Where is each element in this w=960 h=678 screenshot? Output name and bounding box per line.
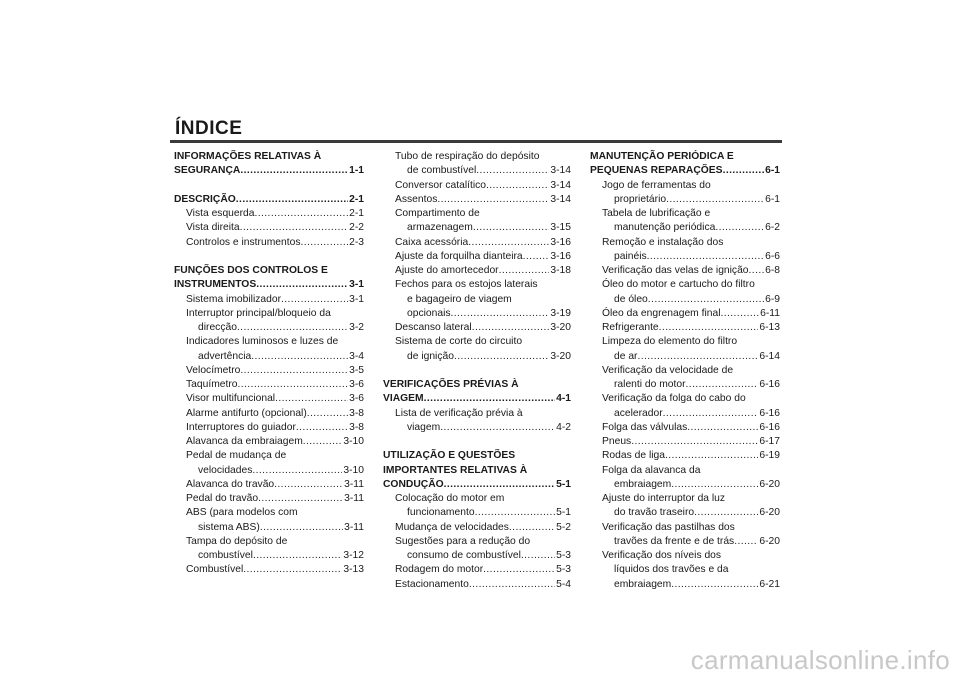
toc-entry[interactable] (590, 350, 780, 364)
toc-entry-title: acelerador (614, 407, 663, 419)
toc-leader-dots (721, 307, 760, 321)
toc-entry[interactable] (383, 264, 571, 278)
toc-entry-line: Lista de verificação prévia à (395, 407, 523, 419)
toc-leader-dots (240, 164, 348, 178)
toc-entry[interactable] (383, 193, 571, 207)
toc-page-number: 3-10 (343, 464, 364, 476)
toc-leader-dots (424, 392, 555, 406)
toc-page-number: 6-17 (759, 436, 780, 447)
toc-leader-dots (307, 407, 348, 421)
toc-leader-dots (296, 421, 348, 435)
toc-leader-dots (454, 350, 549, 364)
toc-section-entry[interactable] (383, 478, 571, 492)
toc-leader-dots (444, 478, 555, 492)
toc-spacer (383, 364, 571, 378)
toc-leader-dots (671, 478, 758, 492)
toc-page-number: 3-16 (550, 250, 571, 262)
toc-leader-dots (451, 307, 550, 321)
toc-entry-line: Verificação da velocidade de (602, 364, 734, 376)
toc-entry-title: CONDUÇÃO (383, 478, 444, 490)
toc-leader-dots (252, 464, 342, 478)
toc-page-number: 6-19 (759, 450, 780, 462)
toc-leader-dots (521, 549, 555, 563)
toc-section-heading: FUNÇÕES DOS CONTROLOS E (174, 265, 328, 276)
toc-page-number: 3-11 (344, 478, 364, 490)
toc-leader-dots (469, 578, 555, 592)
toc-leader-dots (715, 221, 764, 235)
toc-entry[interactable] (174, 478, 364, 492)
toc-page-number: 3-5 (349, 364, 364, 376)
toc-entry[interactable] (174, 492, 364, 506)
toc-page-number: 6-13 (759, 322, 780, 333)
toc-page-number: 3-19 (550, 307, 571, 319)
toc-entry[interactable] (590, 221, 780, 235)
toc-column-2 (383, 150, 571, 592)
toc-entry-title: do travão traseiro (614, 507, 695, 519)
toc-entry-title: de ar (614, 350, 638, 362)
toc-entry-title: PEQUENAS REPARAÇÕES (590, 165, 723, 177)
toc-entry-line: Folga da alavanca da (602, 464, 701, 476)
toc-entry-line: Tampa do depósito de (186, 535, 288, 547)
toc-entry[interactable] (383, 521, 571, 535)
toc-entry-title: viagem (407, 421, 441, 433)
toc-leader-dots (648, 293, 764, 307)
toc-leader-dots (483, 563, 555, 577)
toc-page-number: 5-4 (556, 578, 571, 590)
toc-entry-title: proprietário (614, 193, 667, 205)
toc-entry-title: painéis (614, 250, 647, 262)
toc-entry-line: Interruptor principal/bloqueio da (186, 307, 331, 319)
toc-section-entry[interactable] (174, 278, 364, 292)
toc-page-number: 3-18 (550, 265, 571, 276)
toc-page-number: 3-20 (550, 322, 571, 333)
toc-leader-dots (472, 321, 550, 335)
toc-leader-dots (251, 350, 348, 364)
toc-entry-title: Assentos (395, 193, 438, 205)
toc-entry[interactable] (590, 535, 780, 549)
toc-section-heading: MANUTENÇÃO PERIÓDICA E (590, 151, 734, 162)
toc-page-number: 3-14 (550, 165, 571, 177)
toc-entry[interactable] (383, 250, 571, 264)
toc-page-number: 3-6 (349, 393, 364, 405)
toc-entry-title: Mudança de velocidades (395, 521, 509, 533)
toc-leader-dots (238, 378, 349, 392)
toc-entry-title: velocidades (198, 464, 253, 476)
toc-entry[interactable] (383, 179, 571, 193)
toc-entry[interactable] (590, 264, 780, 278)
toc-page-number: 5-1 (556, 478, 571, 490)
toc-entry-title: DESCRIÇÃO (174, 193, 236, 205)
toc-entry-title: INSTRUMENTOS (174, 279, 257, 291)
toc-page-number: 6-21 (759, 578, 780, 590)
toc-entry-title: Visor multifuncional (186, 393, 276, 405)
toc-entry-title: sistema ABS) (198, 521, 260, 533)
toc-entry-title: Combustível (186, 564, 244, 576)
toc-section-entry[interactable] (590, 164, 780, 178)
toc-entry[interactable] (590, 293, 780, 307)
toc-leader-dots (671, 578, 758, 592)
toc-entry[interactable] (174, 378, 364, 392)
toc-entry[interactable] (383, 321, 571, 335)
toc-entry-title: funcionamento (407, 507, 475, 519)
toc-entry-title: Velocímetro (186, 364, 241, 376)
toc-page-number: 3-1 (349, 279, 364, 291)
toc-page-number: 6-2 (765, 222, 780, 234)
toc-entry[interactable] (590, 506, 780, 520)
toc-page-number: 3-10 (343, 436, 364, 447)
toc-entry-title: de combustível (407, 165, 477, 177)
toc-entry[interactable] (590, 407, 780, 421)
toc-entry-title: Conversor catalítico (395, 179, 486, 191)
toc-entry-title: Sistema imobilizador (186, 293, 281, 305)
toc-page-number: 5-3 (556, 564, 571, 576)
toc-entry-line: Verificação dos níveis dos (602, 550, 722, 561)
toc-entry-title: opcionais (407, 307, 451, 319)
toc-spacer (174, 250, 364, 264)
toc-entry[interactable] (590, 193, 780, 207)
toc-entry[interactable] (383, 307, 571, 321)
toc-entry-title: Pedal do travão (186, 493, 259, 504)
toc-leader-dots (253, 549, 342, 563)
toc-entry-line: Sugestões para a redução do (395, 535, 531, 547)
toc-entry-title: Vista direita (186, 222, 240, 234)
toc-page-number: 6-16 (759, 407, 780, 419)
toc-entry-title: Vista esquerda (186, 208, 255, 219)
toc-entry-title: Rodagem do motor (395, 564, 484, 576)
toc-entry-line: Óleo do motor e cartucho do filtro (602, 279, 755, 291)
toc-entry-title: Pneus (602, 436, 632, 447)
toc-leader-dots (723, 164, 765, 178)
toc-entry-title: Refrigerante (602, 322, 659, 333)
toc-entry-title: Caixa acessória (395, 236, 469, 248)
toc-page-number: 3-11 (344, 493, 364, 504)
toc-leader-dots (240, 364, 348, 378)
toc-entry[interactable] (174, 392, 364, 406)
toc-section-entry[interactable] (174, 164, 364, 178)
toc-entry-title: embraiagem (614, 578, 672, 590)
toc-entry[interactable] (383, 506, 571, 520)
toc-entry[interactable] (174, 549, 364, 563)
toc-leader-dots (687, 421, 758, 435)
toc-leader-dots (734, 535, 758, 549)
toc-leader-dots (663, 407, 759, 421)
toc-entry-title: Alarme antifurto (opcional) (186, 407, 307, 419)
toc-entry-title: SEGURANÇA (174, 165, 241, 177)
toc-page-number: 2-2 (349, 222, 364, 234)
toc-leader-dots (475, 506, 556, 520)
toc-page-number: 2-1 (349, 208, 364, 219)
toc-page-number: 3-1 (349, 293, 364, 305)
toc-leader-dots (236, 193, 348, 207)
toc-page-number: 6-14 (759, 350, 780, 362)
toc-leader-dots (468, 236, 549, 250)
toc-entry[interactable] (174, 221, 364, 235)
toc-page-number: 4-2 (556, 421, 571, 433)
toc-entry[interactable] (590, 250, 780, 264)
toc-entry-title: Rodas de liga (602, 450, 665, 462)
toc-entry-title: VIAGEM (383, 393, 424, 405)
toc-leader-dots (260, 521, 343, 535)
toc-entry[interactable] (174, 407, 364, 421)
toc-page-number: 3-6 (349, 379, 364, 390)
toc-entry[interactable] (590, 578, 780, 592)
toc-entry-title: Alavanca da embraiagem (186, 436, 303, 447)
page-title: ÍNDICE (175, 118, 243, 139)
toc-spacer (383, 435, 571, 449)
toc-leader-dots (647, 250, 764, 264)
toc-entry[interactable] (590, 378, 780, 392)
toc-page-number: 6-8 (765, 265, 780, 276)
toc-entry[interactable] (590, 478, 780, 492)
toc-page-number: 6-11 (760, 307, 780, 319)
toc-entry[interactable] (383, 221, 571, 235)
toc-entry[interactable] (174, 421, 364, 435)
toc-entry-line: Colocação do motor em (395, 493, 505, 504)
toc-leader-dots (749, 264, 765, 278)
toc-entry-line: e bagageiro de viagem (407, 293, 512, 305)
toc-entry[interactable] (383, 563, 571, 577)
toc-page-number: 3-15 (550, 222, 571, 234)
toc-entry-title: Óleo da engrenagem final (602, 307, 721, 319)
toc-entry-title: manutenção periódica (614, 222, 716, 234)
toc-entry[interactable] (174, 563, 364, 577)
toc-page-number: 6-16 (759, 421, 780, 433)
toc-page-number: 6-1 (765, 193, 780, 205)
toc-page-number: 3-2 (349, 322, 364, 333)
toc-page-number: 6-9 (765, 293, 780, 305)
toc-entry-line: Verificação das pastilhas dos (602, 521, 735, 533)
toc-entry-line: líquidos dos travões e da (614, 564, 729, 576)
toc-leader-dots (258, 492, 343, 506)
toc-page-number: 5-1 (556, 507, 571, 519)
toc-spacer (174, 179, 364, 193)
toc-entry[interactable] (590, 321, 780, 335)
toc-entry-title: Descanso lateral (395, 322, 472, 333)
toc-page-number: 5-3 (556, 550, 571, 561)
toc-entry-title: Alavanca do travão (186, 478, 275, 490)
toc-column-1 (174, 150, 364, 578)
toc-entry-title: Controlos e instrumentos (186, 236, 301, 248)
toc-section-entry[interactable] (174, 193, 364, 207)
toc-entry[interactable] (590, 421, 780, 435)
toc-entry-title: Estacionamento (395, 578, 469, 590)
toc-page-number: 3-12 (343, 550, 364, 561)
toc-leader-dots (437, 193, 549, 207)
watermark: carmanualsonline.info (690, 645, 950, 675)
toc-entry-title: Verificação das velas de ignição (602, 265, 749, 276)
toc-entry[interactable] (174, 521, 364, 535)
toc-entry-line: Indicadores luminosos e luzes de (186, 336, 339, 348)
toc-entry-line: Ajuste do interruptor da luz (602, 493, 726, 504)
toc-page-number: 2-1 (349, 193, 364, 205)
toc-leader-dots (631, 435, 758, 449)
toc-section-heading: IMPORTANTES RELATIVAS À (383, 464, 528, 476)
toc-page-number: 3-8 (349, 407, 364, 419)
toc-leader-dots (499, 264, 550, 278)
toc-entry-line: Jogo de ferramentas do (602, 179, 711, 191)
toc-entry[interactable] (174, 464, 364, 478)
toc-entry-line: Pedal de mudança de (186, 450, 287, 462)
toc-leader-dots (275, 392, 348, 406)
toc-entry-line: Sistema de corte do circuito (395, 336, 523, 348)
toc-page-number: 6-20 (759, 478, 780, 490)
toc-entry[interactable] (383, 578, 571, 592)
toc-entry-title: consumo de combustível (407, 550, 521, 561)
toc-entry-line: Tubo de respiração do depósito (395, 151, 540, 162)
toc-page-number: 6-20 (759, 507, 780, 519)
toc-page-number: 6-16 (759, 379, 780, 390)
toc-page-number: 1-1 (349, 165, 364, 177)
toc-page-number: 3-13 (343, 564, 364, 576)
toc-entry[interactable] (590, 435, 780, 449)
toc-column-3 (590, 150, 780, 592)
toc-entry[interactable] (383, 549, 571, 563)
toc-entry-title: Ajuste da forquilha dianteira (395, 250, 523, 262)
toc-entry[interactable] (590, 449, 780, 463)
toc-entry[interactable] (590, 307, 780, 321)
toc-entry-line: Fechos para os estojos laterais (395, 279, 538, 291)
toc-page-number: 3-16 (550, 236, 571, 248)
toc-entry-title: armazenagem (407, 222, 473, 234)
toc-page-number: 6-1 (765, 165, 780, 177)
toc-entry[interactable] (383, 421, 571, 435)
toc-entry-title: combustível (198, 550, 253, 561)
toc-leader-dots (509, 521, 555, 535)
toc-page-number: 2-3 (349, 236, 364, 248)
toc-leader-dots (659, 321, 759, 335)
toc-entry[interactable] (174, 236, 364, 250)
toc-page-number: 3-11 (344, 521, 364, 533)
toc-page-number: 3-14 (550, 193, 571, 205)
toc-leader-dots (281, 293, 348, 307)
toc-entry-title: ralenti do motor (614, 379, 686, 390)
toc-entry-line: Verificação da folga do cabo do (602, 393, 746, 405)
toc-leader-dots (243, 563, 342, 577)
toc-entry[interactable] (174, 321, 364, 335)
toc-entry[interactable] (174, 207, 364, 221)
toc-entry-title: de óleo (614, 293, 648, 305)
toc-entry[interactable] (383, 164, 571, 178)
toc-entry-line: Limpeza do elemento do filtro (602, 336, 738, 348)
toc-leader-dots (240, 221, 348, 235)
toc-entry-line: Tabela de lubrificação e (602, 208, 711, 219)
toc-entry-title: Ajuste do amortecedor (395, 265, 499, 276)
toc-leader-dots (666, 193, 764, 207)
toc-entry-title: embraiagem (614, 478, 672, 490)
toc-page-number: 3-4 (349, 350, 364, 362)
toc-entry-title: travões da frente e de trás (614, 535, 735, 547)
toc-section-heading: INFORMAÇÕES RELATIVAS À (174, 151, 322, 162)
toc-leader-dots (303, 435, 343, 449)
toc-page-number: 3-14 (550, 179, 571, 191)
toc-leader-dots (637, 350, 758, 364)
toc-entry[interactable] (174, 364, 364, 378)
toc-leader-dots (665, 449, 758, 463)
toc-section-heading: VERIFICAÇÕES PRÉVIAS À (383, 379, 519, 390)
toc-entry[interactable] (174, 435, 364, 449)
toc-leader-dots (486, 179, 549, 193)
toc-section-heading: UTILIZAÇÃO E QUESTÕES (383, 450, 516, 462)
toc-entry-line: Compartimento de (395, 208, 480, 219)
toc-entry-title: Folga das válvulas (602, 421, 688, 433)
toc-entry-line: ABS (para modelos com (186, 507, 298, 519)
toc-leader-dots (255, 207, 349, 221)
toc-page-number: 6-6 (765, 250, 780, 262)
toc-entry-title: direcção (198, 322, 237, 333)
toc-leader-dots (300, 236, 348, 250)
toc-section-entry[interactable] (383, 392, 571, 406)
toc-page-number: 5-2 (556, 521, 571, 533)
toc-leader-dots (694, 506, 758, 520)
toc-leader-dots (473, 221, 550, 235)
toc-entry[interactable] (383, 350, 571, 364)
toc-page-number: 3-20 (550, 350, 571, 362)
toc-leader-dots (476, 164, 549, 178)
toc-leader-dots (440, 421, 555, 435)
toc-entry[interactable] (383, 236, 571, 250)
toc-page-number: 4-1 (556, 393, 571, 405)
toc-entry-title: advertência (198, 350, 252, 362)
toc-leader-dots (686, 378, 759, 392)
toc-entry[interactable] (174, 350, 364, 364)
toc-entry-title: de ignição (407, 350, 454, 362)
toc-leader-dots (237, 321, 348, 335)
toc-entry-title: Interruptores do guiador (186, 421, 296, 433)
toc-leader-dots (523, 250, 550, 264)
toc-entry-title: Taquímetro (186, 379, 238, 390)
toc-page-number: 3-8 (349, 421, 364, 433)
toc-entry-line: Remoção e instalação dos (602, 236, 724, 248)
title-rule (170, 140, 782, 143)
toc-leader-dots (256, 278, 348, 292)
toc-page-number: 6-20 (759, 535, 780, 547)
toc-leader-dots (274, 478, 343, 492)
toc-entry[interactable] (174, 293, 364, 307)
